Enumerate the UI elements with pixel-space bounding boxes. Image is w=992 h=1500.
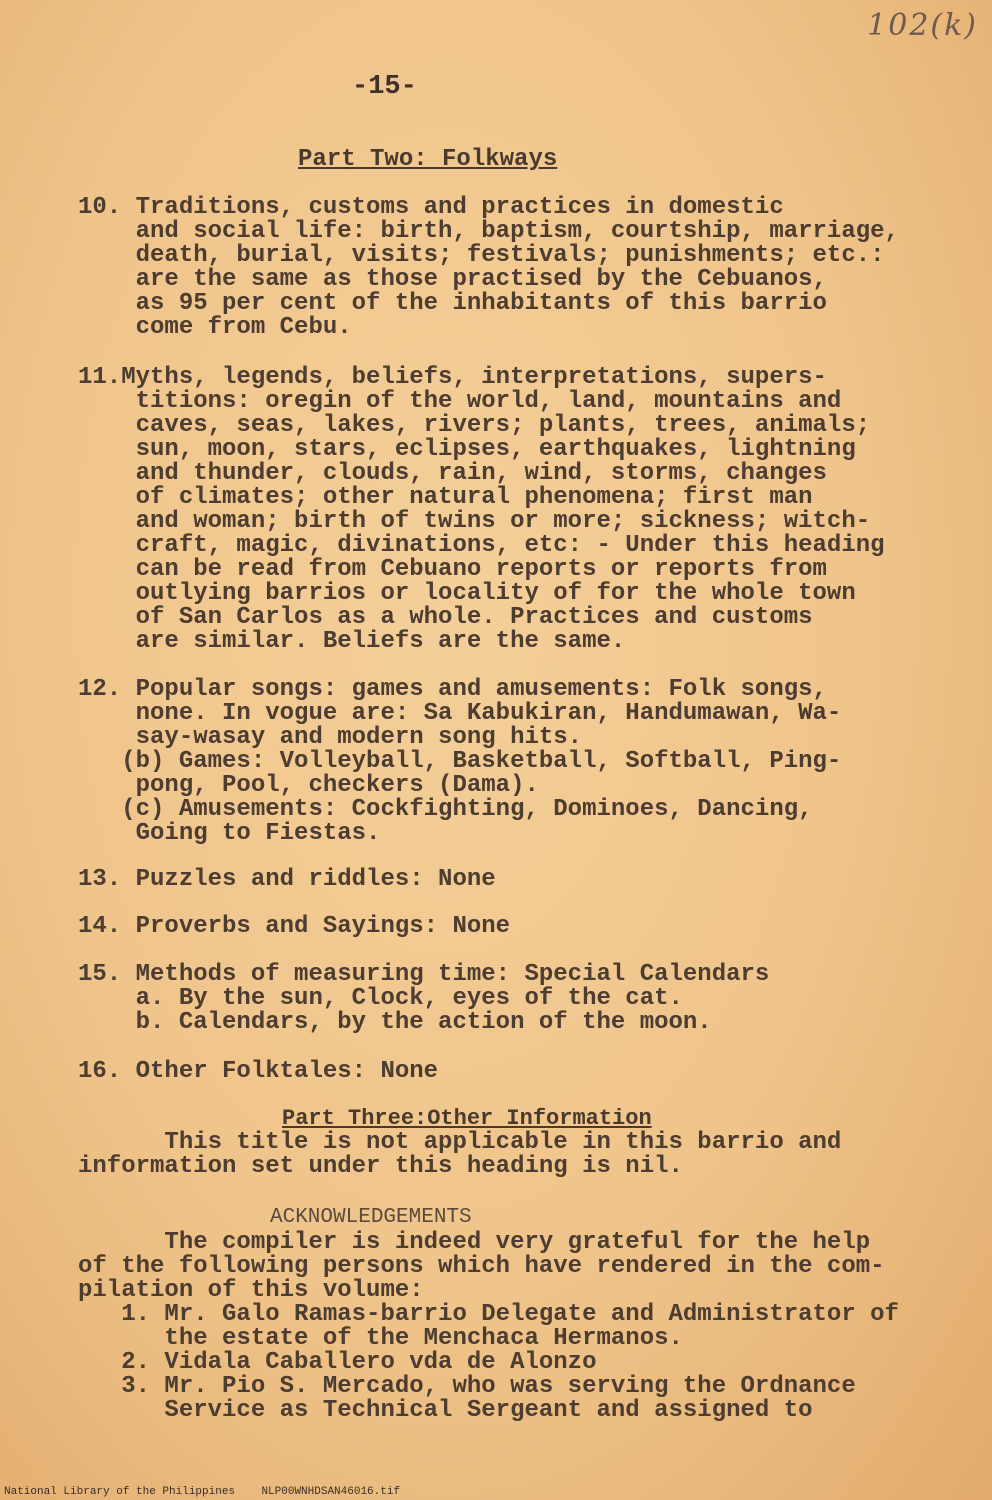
text-line: 11.Myths, legends, beliefs, interpretations, supers- <box>78 364 827 391</box>
text-line: (b) Games: Volleyball, Basketball, Softball, Ping- <box>78 748 842 775</box>
text-line: as 95 per cent of the inhabitants of this barrio <box>78 290 827 317</box>
text-line: come from Cebu. <box>78 314 352 341</box>
page-number: -15- <box>352 72 417 102</box>
part-two-title: Part Two: Folkways <box>298 146 558 173</box>
item-10 <box>78 196 938 340</box>
text-line: outlying barrios or locality of for the whole town <box>78 580 856 607</box>
text-line: 1. Mr. Galo Ramas-barrio Delegate and Administrator of <box>78 1301 899 1328</box>
item-14 <box>78 915 938 939</box>
text-line: 12. Popular songs: games and amusements: Folk songs, <box>78 676 827 703</box>
text-line: none. In vogue are: Sa Kabukiran, Handumawan, Wa- <box>78 700 842 727</box>
text-line: 15. Methods of measuring time: Special Calendars <box>78 961 770 988</box>
text-line: craft, magic, divinations, etc: - Under this heading <box>78 532 885 559</box>
text-line: and social life: birth, baptism, courtship, marriage, <box>78 218 899 245</box>
text-line: titions: oregin of the world, land, mountains and <box>78 388 842 415</box>
acknowledgements-title: ACKNOWLEDGEMENTS <box>270 1206 472 1229</box>
text-line: This title is not applicable in this barrio and <box>78 1129 842 1156</box>
text-line: 14. Proverbs and Sayings: None <box>78 913 511 940</box>
text-line: the estate of the Menchaca Hermanos. <box>78 1325 683 1352</box>
text-line: 16. Other Folktales: None <box>78 1058 439 1085</box>
text-line: 2. Vidala Caballero vda de Alonzo <box>78 1349 597 1376</box>
text-line: sun, moon, stars, eclipses, earthquakes, lightning <box>78 436 856 463</box>
text-line: of the following persons which have rendered in the com- <box>78 1253 885 1280</box>
text-line: 13. Puzzles and riddles: None <box>78 866 496 893</box>
text-line: 10. Traditions, customs and practices in domestic <box>78 194 784 221</box>
text-line: b. Calendars, by the action of the moon. <box>78 1009 712 1036</box>
item-16 <box>78 1060 938 1084</box>
text-line: pilation of this volume: <box>78 1277 424 1304</box>
item-12 <box>78 678 938 846</box>
acknowledgements-text <box>78 1231 938 1423</box>
archive-footer: National Library of the Philippines NLP00WNHDSAN46016.tif <box>4 1486 401 1498</box>
item-13 <box>78 868 938 892</box>
item-11 <box>78 366 938 654</box>
text-line: Service as Technical Sergeant and assigned to <box>78 1397 813 1424</box>
part-three-text <box>78 1131 938 1179</box>
text-line: caves, seas, lakes, rivers; plants, trees, animals; <box>78 412 871 439</box>
handwritten-page-mark: 102(k) <box>867 8 978 43</box>
text-line: 3. Mr. Pio S. Mercado, who was serving the Ordnance <box>78 1373 856 1400</box>
text-line: are the same as those practised by the Cebuanos, <box>78 266 827 293</box>
text-line: a. By the sun, Clock, eyes of the cat. <box>78 985 683 1012</box>
text-line: of climates; other natural phenomena; first man <box>78 484 813 511</box>
text-line: can be read from Cebuano reports or reports from <box>78 556 827 583</box>
text-line: and woman; birth of twins or more; sickness; witch- <box>78 508 871 535</box>
item-15 <box>78 963 938 1035</box>
text-line: (c) Amusements: Cockfighting, Dominoes, Dancing, <box>78 796 813 823</box>
text-line: say-wasay and modern song hits. <box>78 724 583 751</box>
text-line: and thunder, clouds, rain, wind, storms, changes <box>78 460 827 487</box>
text-line: death, burial, visits; festivals; punishments; etc.: <box>78 242 885 269</box>
text-line: of San Carlos as a whole. Practices and customs <box>78 604 813 631</box>
text-line: Going to Fiestas. <box>78 820 381 847</box>
text-line: The compiler is indeed very grateful for the help <box>78 1229 871 1256</box>
text-line: information set under this heading is nil. <box>78 1153 683 1180</box>
text-line: pong, Pool, checkers (Dama). <box>78 772 539 799</box>
text-line: are similar. Beliefs are the same. <box>78 628 626 655</box>
part-three-title: Part Three:Other Information <box>282 1106 652 1131</box>
